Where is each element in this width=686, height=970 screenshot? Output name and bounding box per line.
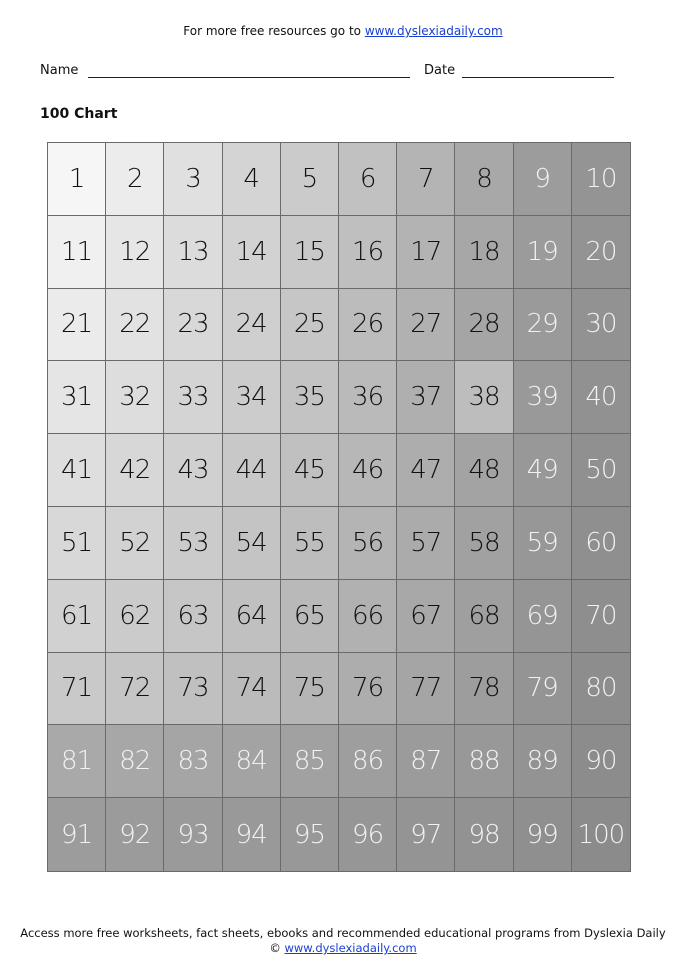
resources-note-text: For more free resources go to <box>183 24 365 38</box>
number-cell-65: 65 <box>281 580 339 653</box>
number-cell-51: 51 <box>48 507 106 580</box>
number-cell-99: 99 <box>514 798 572 871</box>
number-cell-100: 100 <box>572 798 630 871</box>
number-cell-2: 2 <box>106 143 164 216</box>
number-cell-39: 39 <box>514 361 572 434</box>
number-cell-42: 42 <box>106 434 164 507</box>
number-cell-86: 86 <box>339 725 397 798</box>
number-cell-74: 74 <box>223 653 281 726</box>
number-cell-76: 76 <box>339 653 397 726</box>
number-cell-7: 7 <box>397 143 455 216</box>
number-cell-85: 85 <box>281 725 339 798</box>
number-cell-71: 71 <box>48 653 106 726</box>
number-cell-23: 23 <box>164 289 222 362</box>
number-cell-54: 54 <box>223 507 281 580</box>
number-cell-36: 36 <box>339 361 397 434</box>
number-cell-55: 55 <box>281 507 339 580</box>
name-label: Name <box>40 63 79 78</box>
number-cell-28: 28 <box>455 289 513 362</box>
number-cell-46: 46 <box>339 434 397 507</box>
number-cell-48: 48 <box>455 434 513 507</box>
number-cell-97: 97 <box>397 798 455 871</box>
number-cell-53: 53 <box>164 507 222 580</box>
number-cell-90: 90 <box>572 725 630 798</box>
number-cell-75: 75 <box>281 653 339 726</box>
number-cell-56: 56 <box>339 507 397 580</box>
number-cell-93: 93 <box>164 798 222 871</box>
number-cell-91: 91 <box>48 798 106 871</box>
number-cell-94: 94 <box>223 798 281 871</box>
number-cell-96: 96 <box>339 798 397 871</box>
hundred-chart-grid <box>47 142 631 872</box>
number-cell-17: 17 <box>397 216 455 289</box>
resources-note <box>0 24 686 38</box>
number-cell-67: 67 <box>397 580 455 653</box>
number-cell-41: 41 <box>48 434 106 507</box>
number-cell-24: 24 <box>223 289 281 362</box>
number-cell-5: 5 <box>281 143 339 216</box>
number-cell-6: 6 <box>339 143 397 216</box>
number-cell-33: 33 <box>164 361 222 434</box>
number-cell-31: 31 <box>48 361 106 434</box>
number-cell-22: 22 <box>106 289 164 362</box>
number-cell-26: 26 <box>339 289 397 362</box>
number-cell-4: 4 <box>223 143 281 216</box>
number-cell-47: 47 <box>397 434 455 507</box>
number-cell-70: 70 <box>572 580 630 653</box>
number-cell-9: 9 <box>514 143 572 216</box>
number-cell-10: 10 <box>572 143 630 216</box>
number-cell-83: 83 <box>164 725 222 798</box>
number-cell-63: 63 <box>164 580 222 653</box>
number-cell-77: 77 <box>397 653 455 726</box>
number-cell-95: 95 <box>281 798 339 871</box>
number-cell-69: 69 <box>514 580 572 653</box>
number-cell-32: 32 <box>106 361 164 434</box>
number-cell-15: 15 <box>281 216 339 289</box>
number-cell-92: 92 <box>106 798 164 871</box>
footer-copyright-line <box>0 941 686 956</box>
number-cell-13: 13 <box>164 216 222 289</box>
number-cell-79: 79 <box>514 653 572 726</box>
number-cell-18: 18 <box>455 216 513 289</box>
number-cell-66: 66 <box>339 580 397 653</box>
name-line[interactable] <box>88 77 410 78</box>
number-cell-44: 44 <box>223 434 281 507</box>
footer-link[interactable]: www.dyslexiadaily.com <box>284 941 417 955</box>
number-cell-20: 20 <box>572 216 630 289</box>
number-cell-78: 78 <box>455 653 513 726</box>
number-cell-30: 30 <box>572 289 630 362</box>
number-cell-72: 72 <box>106 653 164 726</box>
number-cell-25: 25 <box>281 289 339 362</box>
number-cell-8: 8 <box>455 143 513 216</box>
number-cell-35: 35 <box>281 361 339 434</box>
number-cell-3: 3 <box>164 143 222 216</box>
number-cell-45: 45 <box>281 434 339 507</box>
number-cell-73: 73 <box>164 653 222 726</box>
number-cell-68: 68 <box>455 580 513 653</box>
number-cell-1: 1 <box>48 143 106 216</box>
number-cell-60: 60 <box>572 507 630 580</box>
number-cell-19: 19 <box>514 216 572 289</box>
number-cell-27: 27 <box>397 289 455 362</box>
number-cell-89: 89 <box>514 725 572 798</box>
number-cell-61: 61 <box>48 580 106 653</box>
copyright-symbol: © <box>269 941 285 955</box>
number-cell-49: 49 <box>514 434 572 507</box>
number-cell-84: 84 <box>223 725 281 798</box>
number-cell-14: 14 <box>223 216 281 289</box>
date-line[interactable] <box>462 77 614 78</box>
number-cell-98: 98 <box>455 798 513 871</box>
date-label: Date <box>424 63 456 78</box>
number-cell-16: 16 <box>339 216 397 289</box>
number-cell-64: 64 <box>223 580 281 653</box>
number-cell-58: 58 <box>455 507 513 580</box>
student-fields <box>40 63 620 83</box>
number-cell-82: 82 <box>106 725 164 798</box>
number-cell-88: 88 <box>455 725 513 798</box>
number-cell-12: 12 <box>106 216 164 289</box>
number-cell-59: 59 <box>514 507 572 580</box>
footer-text: Access more free worksheets, fact sheets, ebooks and recommended educational programs from Dyslexia Daily <box>20 926 666 940</box>
number-cell-43: 43 <box>164 434 222 507</box>
footer <box>0 926 686 956</box>
number-cell-81: 81 <box>48 725 106 798</box>
number-cell-34: 34 <box>223 361 281 434</box>
number-cell-38: 38 <box>455 361 513 434</box>
number-cell-29: 29 <box>514 289 572 362</box>
page-title: 100 Chart <box>40 106 118 122</box>
number-cell-21: 21 <box>48 289 106 362</box>
number-cell-62: 62 <box>106 580 164 653</box>
resources-link[interactable]: www.dyslexiadaily.com <box>364 24 503 38</box>
number-cell-37: 37 <box>397 361 455 434</box>
number-cell-52: 52 <box>106 507 164 580</box>
number-cell-11: 11 <box>48 216 106 289</box>
number-cell-50: 50 <box>572 434 630 507</box>
number-cell-57: 57 <box>397 507 455 580</box>
number-cell-80: 80 <box>572 653 630 726</box>
number-cell-40: 40 <box>572 361 630 434</box>
number-cell-87: 87 <box>397 725 455 798</box>
